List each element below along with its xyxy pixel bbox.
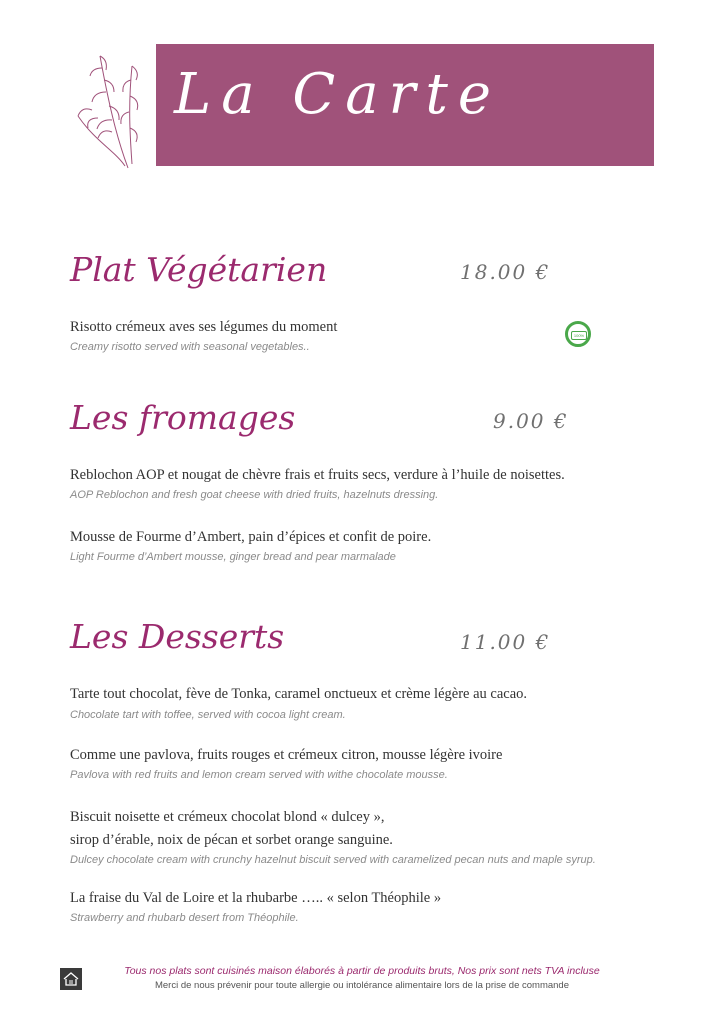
dish-name-en: Dulcey chocolate cream with crunchy hazelnut biscuit served with caramelized pecan nuts and maple syrup. xyxy=(70,854,596,866)
dish-name-fr: Biscuit noisette et crémeux chocolat blond « dulcey », xyxy=(70,809,385,825)
dish-name-fr: Reblochon AOP et nougat de chèvre frais et fruits secs, verdure à l’huile de noisettes. xyxy=(70,467,565,483)
section-title-vegetarien: Plat Végétarien xyxy=(70,250,328,289)
section-title-fromages: Les fromages xyxy=(70,398,296,437)
lavender-sprig-icon xyxy=(70,46,150,171)
dish-name-en: Creamy risotto served with seasonal vegetables.. xyxy=(70,341,310,353)
footer-note-allergy: Merci de nous prévenir pour toute allergie ou intolérance alimentaire lors de la prise de commande xyxy=(154,980,569,991)
dish-name-en: AOP Reblochon and fresh goat cheese with dried fruits, hazelnuts dressing. xyxy=(70,489,439,501)
dish-name-en: Pavlova with red fruits and lemon cream served with withe chocolate mousse. xyxy=(70,769,448,781)
dish-name-fr: Risotto crémeux aves ses légumes du moment xyxy=(70,319,338,335)
badge-label: 100% xyxy=(571,331,587,340)
section-price-desserts: 11.00 € xyxy=(460,630,551,654)
header-banner xyxy=(156,44,654,166)
section-price-fromages: 9.00 € xyxy=(493,409,569,433)
organic-100-badge-icon xyxy=(565,321,591,347)
page-title: La Carte xyxy=(174,62,502,127)
dish-name-fr: Mousse de Fourme d’Ambert, pain d’épices et confit de poire. xyxy=(70,529,432,545)
dish-name-fr: La fraise du Val de Loire et la rhubarbe ….. « selon Théophile » xyxy=(70,890,442,906)
section-price-vegetarien: 18.00 € xyxy=(460,260,551,284)
dish-name-fr: Comme une pavlova, fruits rouges et crémeux citron, mousse légère ivoire xyxy=(70,747,503,763)
dish-name-en: Strawberry and rhubarb desert from Théophile. xyxy=(70,912,299,924)
dish-name-en: Chocolate tart with toffee, served with cocoa light cream. xyxy=(70,709,346,721)
dish-name-fr-line2: sirop d’érable, noix de pécan et sorbet orange sanguine. xyxy=(70,832,393,848)
dish-name-fr: Tarte tout chocolat, fève de Tonka, caramel onctueux et crème légère au cacao. xyxy=(70,686,528,702)
dish-name-en: Light Fourme d’Ambert mousse, ginger bread and pear marmalade xyxy=(70,551,396,563)
section-title-desserts: Les Desserts xyxy=(70,617,285,656)
footer-note-homemade: Tous nos plats sont cuisinés maison élaborés à partir de produits bruts, Nos prix sont nets TVA incluse xyxy=(124,965,600,977)
